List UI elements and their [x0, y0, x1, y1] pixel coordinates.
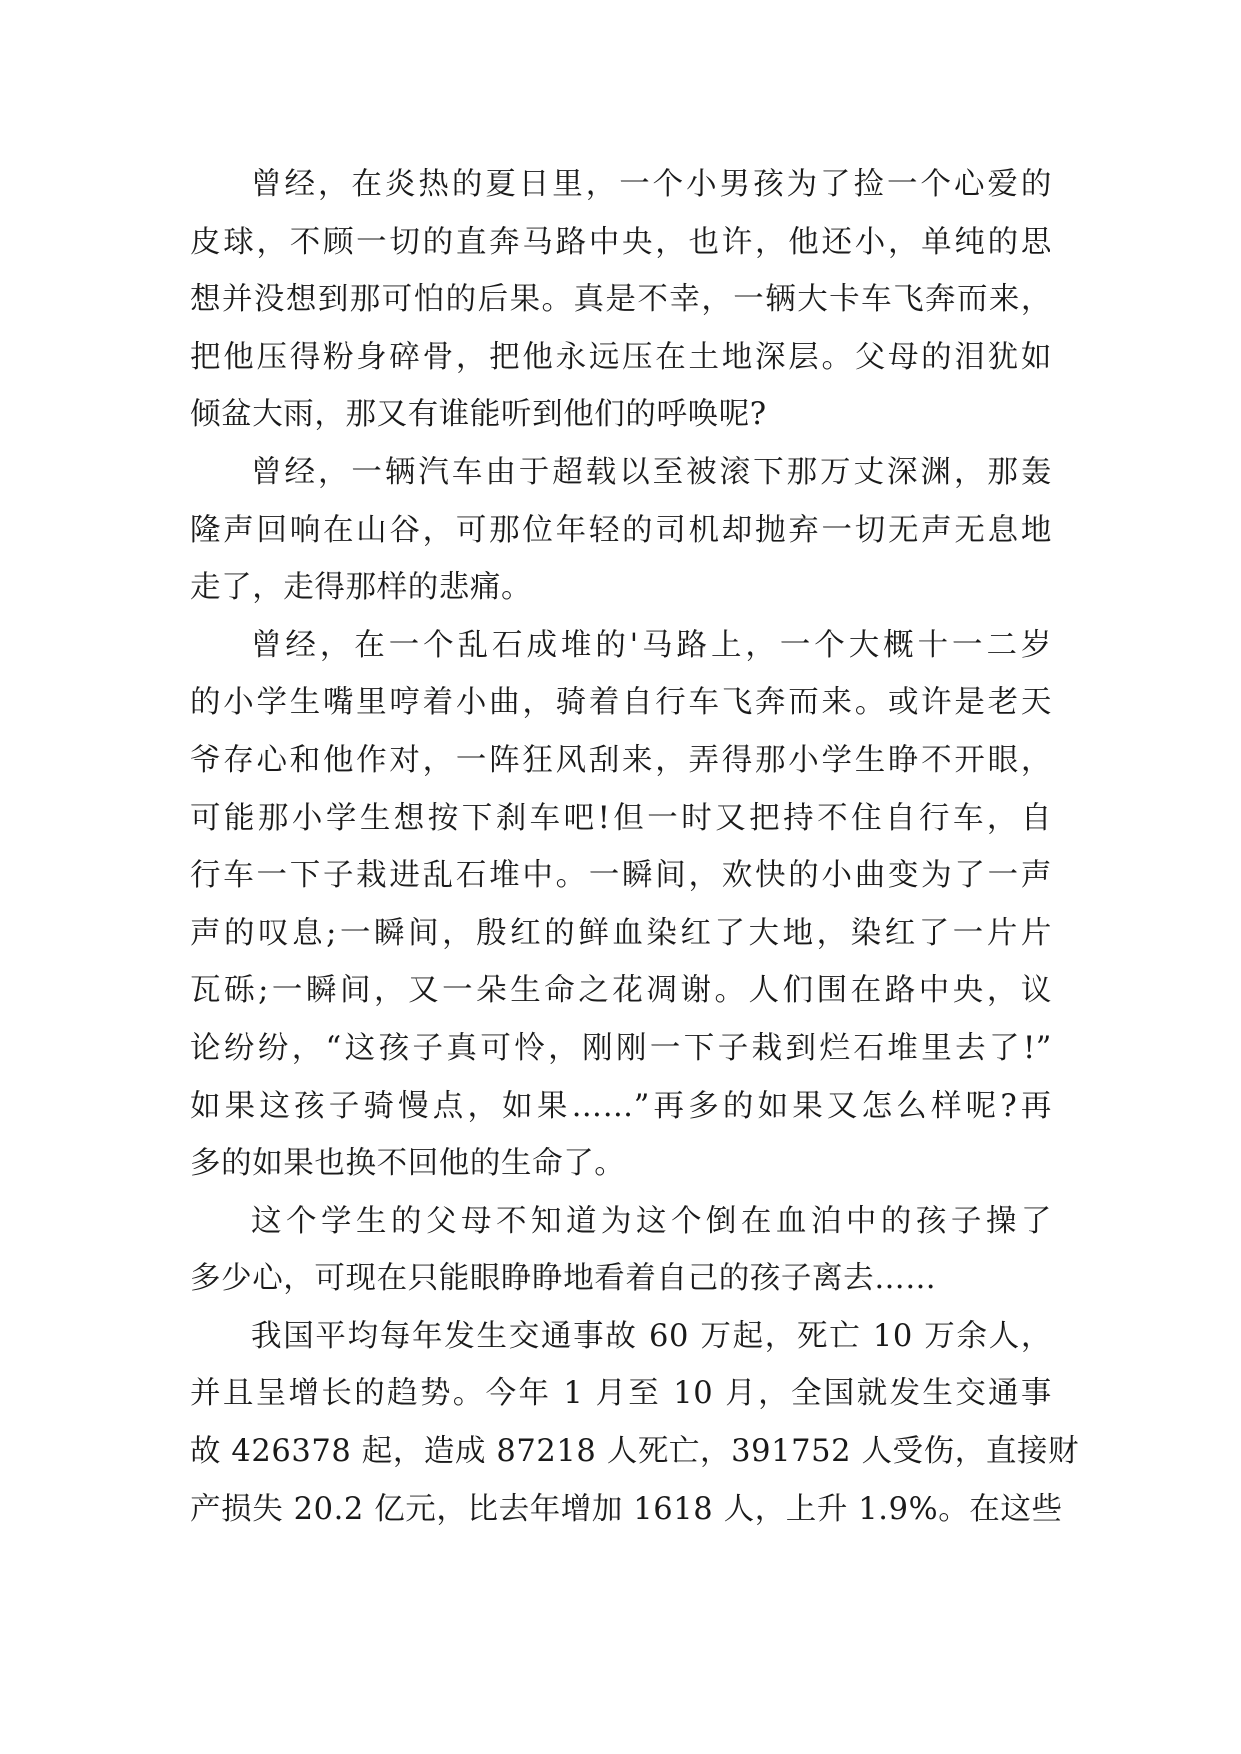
text-line: 曾经，一辆汽车由于超载以至被滚下那万丈深渊，那轰 — [251, 454, 1052, 490]
text-line: 的小学生嘴里哼着小曲，骑着自行车飞奔而来。或许是老天 — [190, 685, 1052, 721]
text-line: 曾经，在一个乱石成堆的'马路上，一个大概十一二岁 — [251, 627, 1052, 663]
text-line: 隆声回响在山谷，可那位年轻的司机却抛弃一切无声无息地 — [190, 512, 1052, 548]
text-line: 论纷纷，“这孩子真可怜，刚刚一下子栽到烂石堆里去了!” — [190, 1030, 1052, 1066]
text-line: 爷存心和他作对，一阵狂风刮来，弄得那小学生睁不开眼， — [190, 742, 1052, 778]
text-line: 并且呈增长的趋势。今年 1 月至 10 月，全国就发生交通事 — [190, 1376, 1052, 1412]
paragraph-4 — [190, 1193, 1052, 1308]
text-line: 如果这孩子骑慢点，如果……”再多的如果又怎么样呢?再 — [190, 1088, 1052, 1124]
text-line: 倾盆大雨，那又有谁能听到他们的呼唤呢? — [190, 397, 767, 433]
text-line: 多的如果也换不回他的生命了。 — [190, 1146, 626, 1182]
text-line: 产损失 20.2 亿元，比去年增加 1618 人，上升 1.9%。在这些 — [190, 1491, 1063, 1527]
text-line: 把他压得粉身碎骨，把他永远压在土地深层。父母的泪犹如 — [190, 339, 1052, 375]
paragraph-5 — [190, 1308, 1080, 1538]
text-line: 曾经，在炎热的夏日里，一个小男孩为了捡一个心爱的 — [251, 167, 1052, 202]
text-line: 故 426378 起，造成 87218 人死亡，391752 人受伤，直接财 — [190, 1434, 1080, 1470]
text-line: 瓦砾;一瞬间，又一朵生命之花凋谢。人们围在路中央，议 — [190, 973, 1052, 1009]
text-line: 声的叹息;一瞬间，殷红的鲜血染红了大地，染红了一片片 — [190, 915, 1052, 951]
document-body — [190, 156, 1080, 1538]
text-line: 行车一下子栽进乱石堆中。一瞬间，欢快的小曲变为了一声 — [190, 858, 1052, 894]
text-line: 想并没想到那可怕的后果。真是不幸，一辆大卡车飞奔而来， — [190, 282, 1052, 318]
text-line: 皮球，不顾一切的直奔马路中央，也许，他还小，单纯的思 — [190, 224, 1052, 260]
paragraph-3 — [190, 617, 1052, 1193]
text-line: 我国平均每年发生交通事故 60 万起，死亡 10 万余人， — [251, 1318, 1052, 1354]
paragraph-1 — [190, 156, 1052, 444]
text-line: 多少心，可现在只能眼睁睁地看着自己的孩子离去…… — [190, 1261, 937, 1297]
paragraph-2 — [190, 444, 1052, 617]
text-line: 走了，走得那样的悲痛。 — [190, 570, 533, 606]
text-line: 可能那小学生想按下刹车吧!但一时又把持不住自行车，自 — [190, 800, 1052, 836]
text-line: 这个学生的父母不知道为这个倒在血泊中的孩子操了 — [251, 1203, 1052, 1239]
